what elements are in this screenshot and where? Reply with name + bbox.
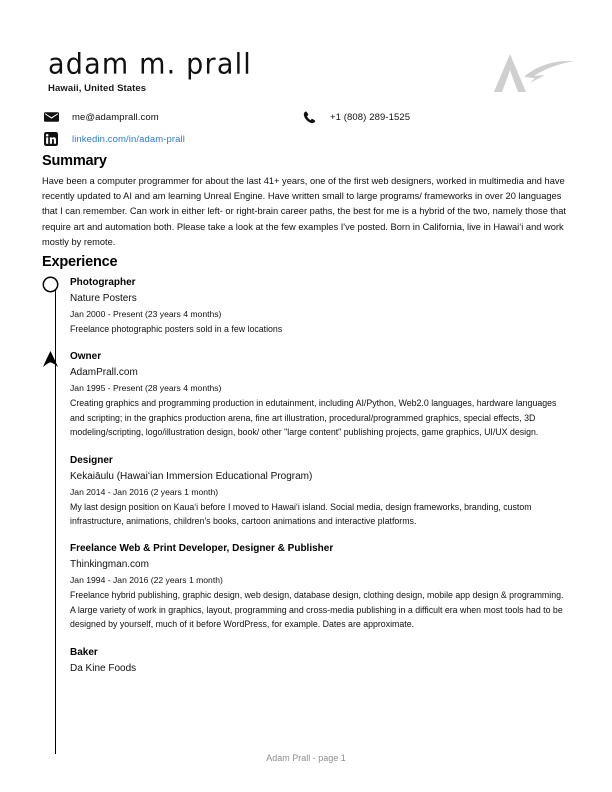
page-title: adam m. prall xyxy=(48,48,252,82)
job-description: Freelance hybrid publishing, graphic design, web design, database design, clothing design, mobile app design & programming. A large variety of work in graphics, layout, programming and cross-media publishing in a difficult era when most tools had to be designed by yourself, much of it before WordPress, for example. Dates are approximate. xyxy=(70,590,564,630)
contact-block xyxy=(42,106,582,150)
job-dates: Jan 1994 - Jan 2016 (22 years 1 month) xyxy=(70,575,223,586)
contact-phone[interactable] xyxy=(300,106,410,128)
job-company: AdamPrall.com xyxy=(70,367,138,379)
job-dates: Jan 2000 - Present (23 years 4 months) xyxy=(70,309,222,319)
job-description: Freelance photographic posters sold in a few locations xyxy=(70,324,283,334)
chevron-swoosh-logo-icon xyxy=(488,48,580,96)
experience-entry xyxy=(42,454,570,529)
email-value: me@adamprall.com xyxy=(72,111,159,123)
job-dates: Jan 1995 - Present (28 years 4 months) xyxy=(70,383,222,394)
job-title: Designer xyxy=(70,454,113,466)
job-description: My last design position on Kauaʻi before I moved to Hawaiʻi island. Social media, design frameworks, branding, custom infrastructure, animations, children's books, cartoon animations and interactive platforms. xyxy=(70,501,532,527)
envelope-icon xyxy=(42,108,60,126)
job-title: Photographer xyxy=(70,277,136,288)
phone-icon xyxy=(300,108,318,126)
experience-entry xyxy=(42,646,570,676)
job-title: Owner xyxy=(70,351,102,363)
job-title: Freelance Web & Print Developer, Designer & Publisher xyxy=(70,543,334,555)
job-description: Creating graphics and programming production in edutainment, including AI/Python, Web2.0 languages, hardware languages and scripting; in the graphics production arena, fine art illustration, procedural/programmed graphics, special effects, 3D modeling/scripting, logo/illustration design, book/ other "large content" publishing projects, game graphics, UI/UX design. xyxy=(70,398,557,438)
job-company: Thinkingman.com xyxy=(70,559,149,571)
experience-heading: Experience xyxy=(42,254,118,270)
chevron-marker-icon xyxy=(42,350,69,372)
experience-section xyxy=(42,254,570,690)
experience-entry xyxy=(42,276,570,336)
summary-section xyxy=(42,153,570,250)
location-text: Hawaii, United States xyxy=(48,83,147,94)
linkedin-value: linkedin.com/in/adam-prall xyxy=(72,133,185,145)
job-title: Baker xyxy=(70,646,98,658)
job-company: Da Kine Foods xyxy=(70,662,137,674)
circle-marker-icon xyxy=(42,276,69,298)
summary-body: Have been a computer programmer for about the last 41+ years, one of the first web designers, worked in multimedia and have recently updated to AI and am learning Unreal Engine. Have written small to large programs/ frameworks in over 20 languages that I can remember. Can work in either left- or right-brain career paths, the best for me is a hybrid of the two, namely those that require art and automation both. Please take a look at the few examples I've posted. Born in California, live in Hawaiʻi and work mostly by remote. xyxy=(42,176,566,247)
phone-value: +1 (808) 289-1525 xyxy=(330,111,411,123)
job-company: Nature Posters xyxy=(70,293,137,304)
page-footer: Adam Prall - page 1 xyxy=(266,753,346,763)
job-dates: Jan 2014 - Jan 2016 (2 years 1 month) xyxy=(70,486,219,497)
contact-linkedin[interactable] xyxy=(42,128,185,150)
job-company: Kekaiāulu (Hawaiʻian Immersion Educational Program) xyxy=(70,470,313,482)
summary-heading: Summary xyxy=(42,153,107,169)
contact-email[interactable] xyxy=(42,106,159,128)
experience-entry xyxy=(42,350,570,439)
experience-entry xyxy=(42,542,570,631)
linkedin-icon xyxy=(42,130,60,148)
experience-timeline xyxy=(42,276,570,676)
